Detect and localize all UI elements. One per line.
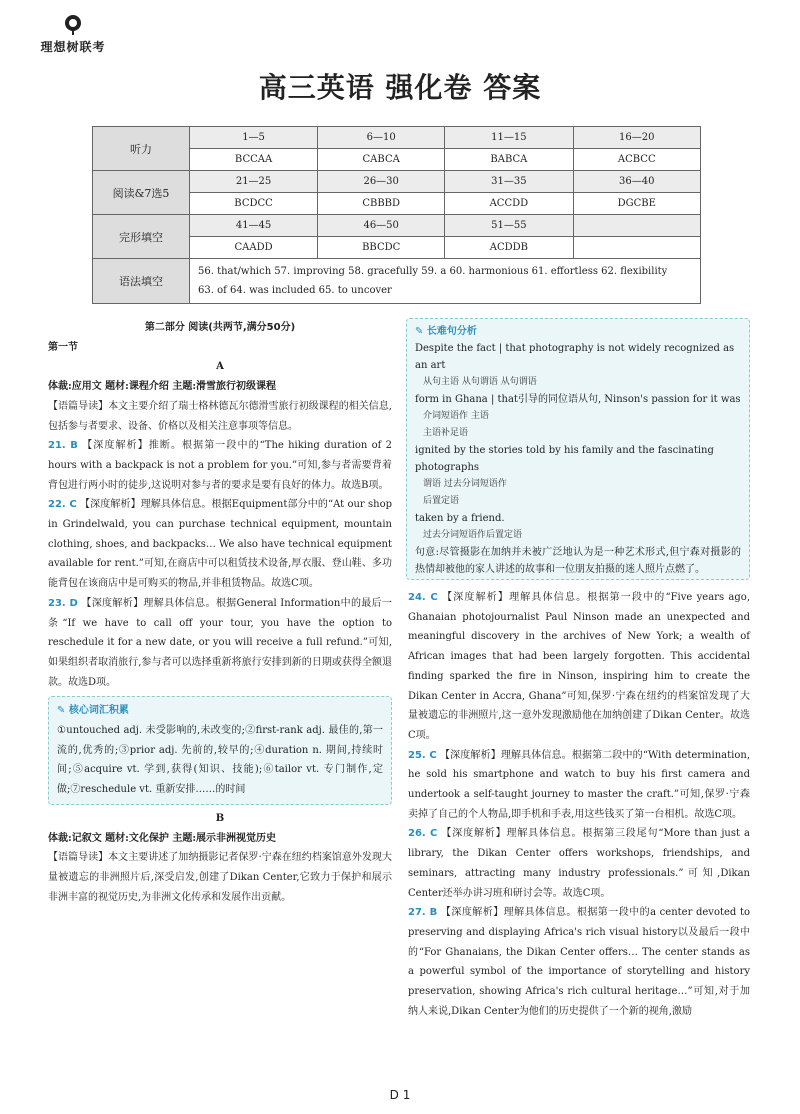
- range-cell: 21—25: [190, 171, 318, 193]
- passage-meta: 体裁:应用文 题材:课程介绍 主题:滑雪旅行初级课程: [48, 381, 277, 393]
- question-text: 【深度解析】理解具体信息。根据第三段尾句“More than just a library, the Dikan Center offers workshops, friendships, and seminars, attracting many industry professionals.”可知,Dikan Center还举办讲习班和研讨会等。故选C项。: [408, 828, 750, 899]
- question-text: 【深度解析】理解具体信息。根据第二段中的“With determination, he sold his smartphone and watch to buy his first camera and undertook a self-taught journey to master the craft.”可知,保罗·宁森卖掉了自己的个人物品,即手机和手表,用这些钱买了第一台相机。故选C项。: [408, 749, 750, 820]
- question-text: 【深度解析】理解具体信息。根据Equipment部分中的“At our shop in Grindelwald, you can purchase technical equipment, mountain clothing, shoes, and backpacks… We also have technical equipment available for rent.”可知,在商店中可以租赁技术设备,厚衣服、登山鞋、多功能背包在该商店中是可购买的物品,并非租赁物品。故选C项。: [48, 499, 392, 590]
- row-label-grammar: 语法填空: [93, 259, 190, 304]
- answer-cell: [573, 237, 701, 259]
- question-number: 23. D: [48, 597, 78, 609]
- page-title: 高三英语 强化卷 答案: [258, 71, 542, 104]
- range-cell: [573, 215, 701, 237]
- long-sentence-title: [415, 323, 741, 340]
- question-25: [408, 746, 750, 825]
- vocab-box: [48, 696, 392, 805]
- question-number: 21. B: [48, 440, 78, 452]
- row-label-cloze: 完形填空: [93, 215, 190, 259]
- vocab-title: [57, 701, 383, 721]
- answer-cell: BCDCC: [190, 193, 318, 215]
- answer-cell: ACCDD: [445, 193, 573, 215]
- question-number: 27. B: [408, 907, 438, 919]
- grammar-answers: [190, 259, 701, 304]
- sentence-line: Despite the fact | that photography is not widely recognized as an art: [415, 343, 735, 371]
- pencil-icon: ✎: [415, 326, 424, 337]
- range-cell: 46—50: [318, 215, 445, 237]
- range-cell: 41—45: [190, 215, 318, 237]
- grammar-line: 63. of 64. was included 65. to uncover: [198, 285, 392, 296]
- vocab-title-text: 核心词汇积累: [68, 705, 129, 717]
- sentence-line: taken by a friend.: [415, 513, 505, 524]
- answer-cell: ACBCC: [573, 149, 701, 171]
- range-cell: 6—10: [318, 127, 445, 149]
- question-22: [48, 495, 392, 594]
- answer-cell: BBCDC: [318, 237, 445, 259]
- left-column: [48, 318, 392, 907]
- sentence-translation: 句意:尽管摄影在加纳并未被广泛地认为是一种艺术形式,但宁森对摄影的热情却被他的家人讲述的故事和一位朋友拍摄的迷人照片点燃了。: [415, 547, 741, 575]
- range-cell: 1—5: [190, 127, 318, 149]
- sentence-note: 过去分词短语作后置定语: [423, 530, 523, 540]
- table-row: [93, 215, 701, 237]
- range-cell: 26—30: [318, 171, 445, 193]
- grammar-line: 56. that/which 57. improving 58. gracefully 59. a 60. harmonious 61. effortless 62. flexibility: [198, 266, 668, 277]
- question-number: 25. C: [408, 749, 437, 761]
- sentence-note: 后置定语: [423, 496, 460, 506]
- answer-cell: CBBBD: [318, 193, 445, 215]
- range-cell: 11—15: [445, 127, 573, 149]
- question-21: [48, 436, 392, 495]
- right-column: [408, 588, 750, 1021]
- passage-label-a: A: [216, 361, 224, 373]
- range-cell: 16—20: [573, 127, 701, 149]
- tree-logo-icon: [60, 14, 86, 36]
- passage-guide: 【语篇导读】本文主要介绍了瑞士格林德瓦尔德滑雪旅行初级课程的相关信息,包括参与者要求、设备、价格以及相关注意事项等信息。: [48, 400, 392, 432]
- range-cell: 51—55: [445, 215, 573, 237]
- logo: [38, 14, 108, 55]
- question-26: [408, 824, 750, 903]
- long-sentence-box: [406, 318, 750, 580]
- pencil-icon: ✎: [57, 705, 66, 717]
- sentence-line: form in Ghana | that引导的同位语从句, Ninson's passion for it was: [415, 394, 741, 405]
- sentence-note: 主语补足语: [423, 428, 469, 438]
- long-sentence-title-text: 长难句分析: [426, 326, 477, 337]
- row-label-reading: 阅读&7选5: [93, 171, 190, 215]
- vocab-text: ①untouched adj. 未受影响的,未改变的;②first-rank adj. 最佳的,第一流的,优秀的;③prior adj. 先前的,较早的;④duration n. 期间,持续时间;⑤acquire vt. 学到,获得(知识、技能);⑥tailor vt. 专门制作,定做;⑦reschedule vt. 重新安排……的时间: [57, 725, 383, 796]
- page-number: D 1: [389, 1088, 411, 1102]
- answer-cell: BABCA: [445, 149, 573, 171]
- question-number: 26. C: [408, 828, 438, 840]
- question-number: 24. C: [408, 592, 438, 603]
- range-cell: 36—40: [573, 171, 701, 193]
- sentence-note: 介词短语作 主语: [423, 411, 489, 421]
- answer-cell: DGCBE: [573, 193, 701, 215]
- section-title: 第一节: [48, 341, 78, 353]
- answer-cell: CABCA: [318, 149, 445, 171]
- answer-cell: CAADD: [190, 237, 318, 259]
- question-text: 【深度解析】推断。根据第一段中的“The hiking duration of 2 hours with a backpack is not a problem for you.”可知,参与者需要背着背包进行两小时的徒步,这说明对参与者的要求是要有良好的体力。故选B项。: [48, 440, 392, 491]
- question-text: 【深度解析】理解具体信息。根据第一段中的“Five years ago, Ghanaian photojournalist Paul Ninson made an unexpected and meaningful discovery in the archives of New York; a wealth of African images that had been largely forgotten. This accidental finding sparked the fire in Ninson, inspiring him to create the Dikan Center in Accra, Ghana”可知,保罗·宁森在纽约的档案馆发现了大量被遗忘的非洲照片,这一意外发现激励他在加纳创建了Dikan Center。故选C项。: [408, 592, 750, 741]
- question-text: 【深度解析】理解具体信息。根据General Information中的最后一条“If we have to call off your tour, you have the option to reschedule it for a new date, or you will receive a full refund.”可知,如果组织者取消旅行,参与者可以选择重新将旅行安排到新的日期或获得全额退款。故选D项。: [48, 597, 392, 688]
- passage-label-b: B: [215, 812, 225, 824]
- part-title: 第二部分 阅读(共两节,满分50分): [144, 322, 296, 333]
- row-label-listening: 听力: [93, 127, 190, 171]
- passage-guide: 【语篇导读】本文主要讲述了加纳摄影记者保罗·宁森在纽约档案馆意外发现大量被遗忘的非洲照片后,深受启发,创建了Dikan Center,它致力于保护和展示非洲丰富的视觉历史,为非洲文化传承和发展作出贡献。: [48, 852, 392, 903]
- answer-cell: BCCAA: [190, 149, 318, 171]
- question-23: [48, 594, 392, 693]
- question-27: [408, 903, 750, 1021]
- answer-table: [92, 126, 701, 304]
- table-row: [93, 259, 701, 304]
- table-row: [93, 171, 701, 193]
- sentence-note: 谓语 过去分词短语作: [423, 479, 507, 489]
- question-number: 22. C: [48, 499, 77, 511]
- answer-cell: ACDDB: [445, 237, 573, 259]
- question-text: 【深度解析】理解具体信息。根据第一段中的a center devoted to preserving and displaying Africa's rich visual history以及最后一段中的“For Ghanaians, the Dikan Center offers… The center stands as a powerful symbol of the importance of storytelling and history preservation, showing Africa's rich cultural heritage…”可知,对于加纳人来说,Dikan Center为他们的历史提供了一个新的视角,激励: [408, 907, 750, 1017]
- sentence-note: 从句主语 从句谓语 从句谓语: [423, 377, 537, 387]
- passage-meta: 体裁:记叙文 题材:文化保护 主题:展示非洲视觉历史: [48, 832, 277, 844]
- sentence-line: ignited by the stories told by his family and the fascinating photographs: [415, 445, 714, 473]
- table-row: [93, 127, 701, 149]
- range-cell: 31—35: [445, 171, 573, 193]
- question-24: [408, 588, 750, 746]
- logo-text: 理想树联考: [40, 40, 106, 54]
